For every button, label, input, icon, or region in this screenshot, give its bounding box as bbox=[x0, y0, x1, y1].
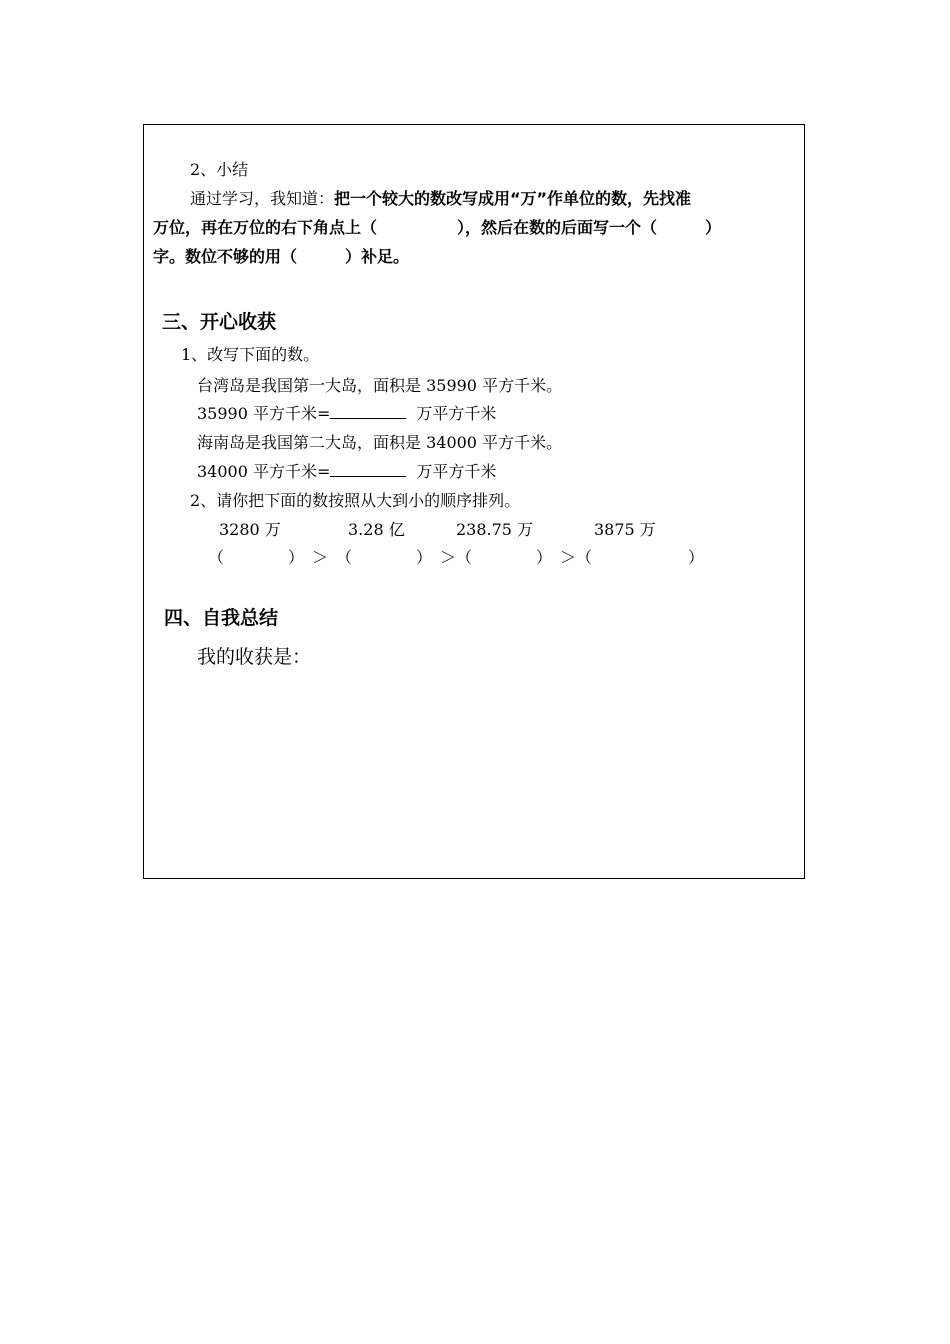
question-1b-answer-row bbox=[197, 462, 496, 482]
number-item-3: 238.75 万 bbox=[456, 520, 534, 539]
question-1b-text: 海南岛是我国第二大岛，面积是 34000 平方千米。 bbox=[197, 433, 563, 452]
question-1b-left: 34000 平方千米= bbox=[197, 462, 331, 481]
summary-title: 2、小结 bbox=[190, 160, 249, 179]
summary-line-1 bbox=[190, 189, 691, 209]
summary-line-2: 万位，再在万位的右下角点上（ ），然后在数的后面写一个（ ） bbox=[153, 218, 722, 237]
question-1a-text: 台湾岛是我国第一大岛，面积是 35990 平方千米。 bbox=[197, 376, 563, 395]
number-item-2: 3.28 亿 bbox=[348, 520, 405, 539]
section-3-heading: 三、开心收获 bbox=[162, 311, 277, 333]
answer-blank-1b[interactable] bbox=[330, 462, 406, 477]
question-1a-left: 35990 平方千米= bbox=[197, 404, 331, 423]
question-1a-right: 万平方千米 bbox=[416, 404, 497, 423]
question-1-title: 1、改写下面的数。 bbox=[181, 345, 320, 364]
answer-blank-1a[interactable] bbox=[330, 404, 406, 419]
summary-rule-bold: 把一个较大的数改写成用“万”作单位的数，先找准 bbox=[334, 189, 692, 208]
ordering-answer-row[interactable]: （ ） ＞ （ ） ＞（ ） ＞（ ） bbox=[208, 548, 705, 567]
number-item-1: 3280 万 bbox=[219, 520, 281, 539]
question-2-title: 2、请你把下面的数按照从大到小的顺序排列。 bbox=[190, 491, 521, 510]
summary-intro: 通过学习，我知道： bbox=[190, 189, 335, 208]
question-1b-right: 万平方千米 bbox=[416, 462, 497, 481]
number-item-4: 3875 万 bbox=[594, 520, 656, 539]
section-4-heading: 四、自我总结 bbox=[164, 607, 279, 629]
question-1a-answer-row bbox=[197, 404, 496, 424]
summary-line-3: 字。数位不够的用（ ）补足。 bbox=[153, 247, 410, 266]
reflection-prompt: 我的收获是： bbox=[197, 646, 312, 668]
